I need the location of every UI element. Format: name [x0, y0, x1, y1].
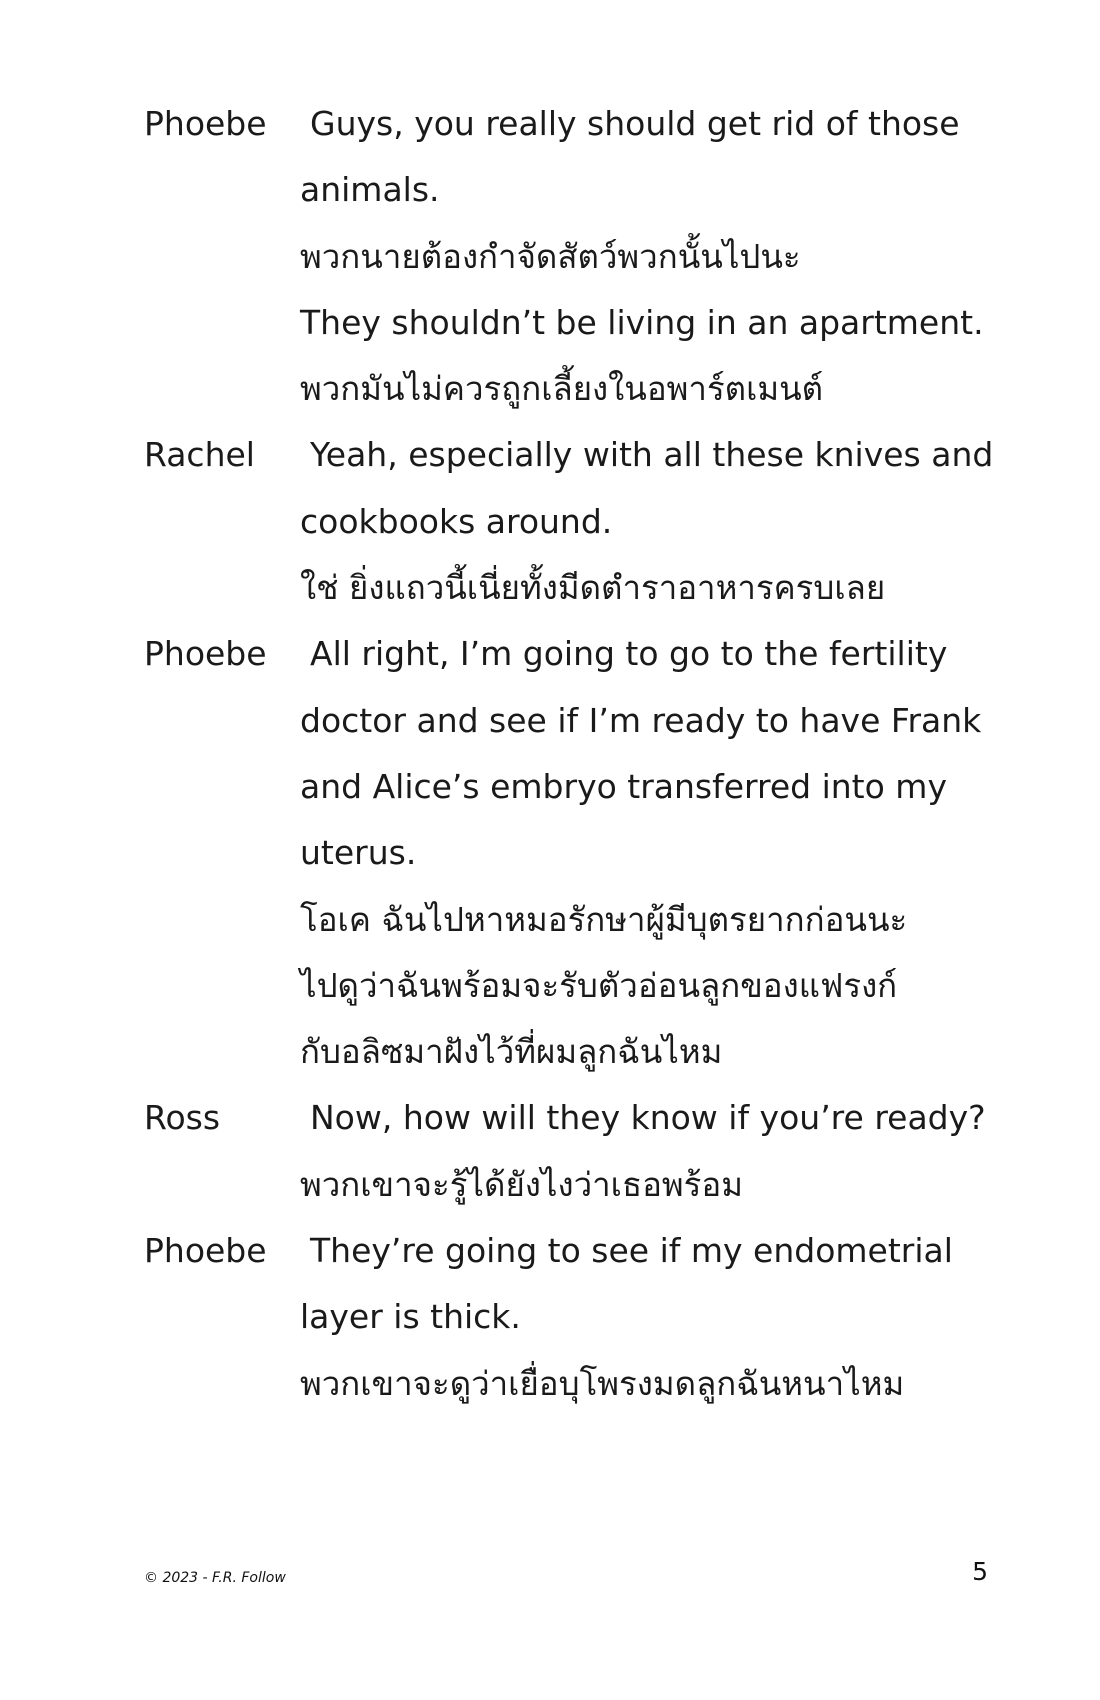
dialogue-line: Guys, you really should get rid of those [310, 104, 960, 143]
dialogue-line-translation: พวกเขาจะรู้ได้ยังไงว่าเธอพร้อม [300, 1164, 743, 1204]
dialogue-line: Now, how will they know if you’re ready? [310, 1098, 986, 1138]
dialogue-entry [144, 422, 1004, 621]
dialogue-entry [144, 1085, 1004, 1218]
dialogue-line-translation: พวกเขาจะดูว่าเยื่อบุโพรงมดลูกฉันหนาไหม [300, 1363, 905, 1403]
dialogue-script [144, 91, 1004, 1417]
dialogue-line: cookbooks around. [300, 501, 613, 541]
dialogue-line: doctor and see if I’m ready to have Frank [300, 700, 982, 740]
dialogue-line: animals. [300, 170, 440, 210]
dialogue-line-translation: พวกนายต้องกำจัดสัตว์พวกนั้นไปนะ [300, 236, 801, 276]
speaker-name: Ross [144, 1098, 221, 1138]
dialogue-line: layer is thick. [300, 1297, 521, 1337]
dialogue-entry [144, 621, 1004, 1085]
dialogue-line: and Alice’s embryo transferred into my [300, 766, 947, 806]
copyright-notice: © 2023 - F.R. Follow [144, 1570, 286, 1586]
dialogue-lines [300, 621, 1004, 1085]
dialogue-line-translation: กับอลิซมาฝังไว้ที่ผมลูกฉันไหม [300, 1032, 723, 1072]
dialogue-entry [144, 1218, 1004, 1417]
dialogue-entry [144, 91, 1004, 422]
dialogue-line: Yeah, especially with all these knives and [310, 435, 994, 475]
dialogue-line-translation: พวกมันไม่ควรถูกเลี้ยงในอพาร์ตเมนต์ [300, 369, 824, 409]
dialogue-line: All right, I’m going to go to the fertility [310, 634, 948, 674]
dialogue-line: uterus. [300, 833, 417, 873]
dialogue-line-translation: ไปดูว่าฉันพร้อมจะรับตัวอ่อนลูกของแฟรงก์ [300, 965, 898, 1005]
dialogue-lines [300, 422, 1004, 621]
dialogue-line: They shouldn’t be living in an apartment. [300, 302, 984, 342]
dialogue-lines [300, 1218, 1004, 1417]
page-number: 5 [972, 1557, 988, 1586]
dialogue-lines [300, 1085, 1004, 1218]
dialogue-line: They’re going to see if my endometrial [310, 1231, 953, 1271]
speaker-name: Phoebe [144, 634, 267, 674]
dialogue-lines [300, 91, 1004, 422]
dialogue-line-translation: โอเค ฉันไปหาหมอรักษาผู้มีบุตรยากก่อนนะ [300, 899, 908, 939]
speaker-name: Phoebe [144, 1231, 267, 1271]
speaker-name: Phoebe [144, 104, 267, 143]
dialogue-line-translation: ใช่ ยิ่งแถวนี้เนี่ยทั้งมีดตำราอาหารครบเลย [300, 568, 886, 608]
speaker-name: Rachel [144, 435, 255, 475]
